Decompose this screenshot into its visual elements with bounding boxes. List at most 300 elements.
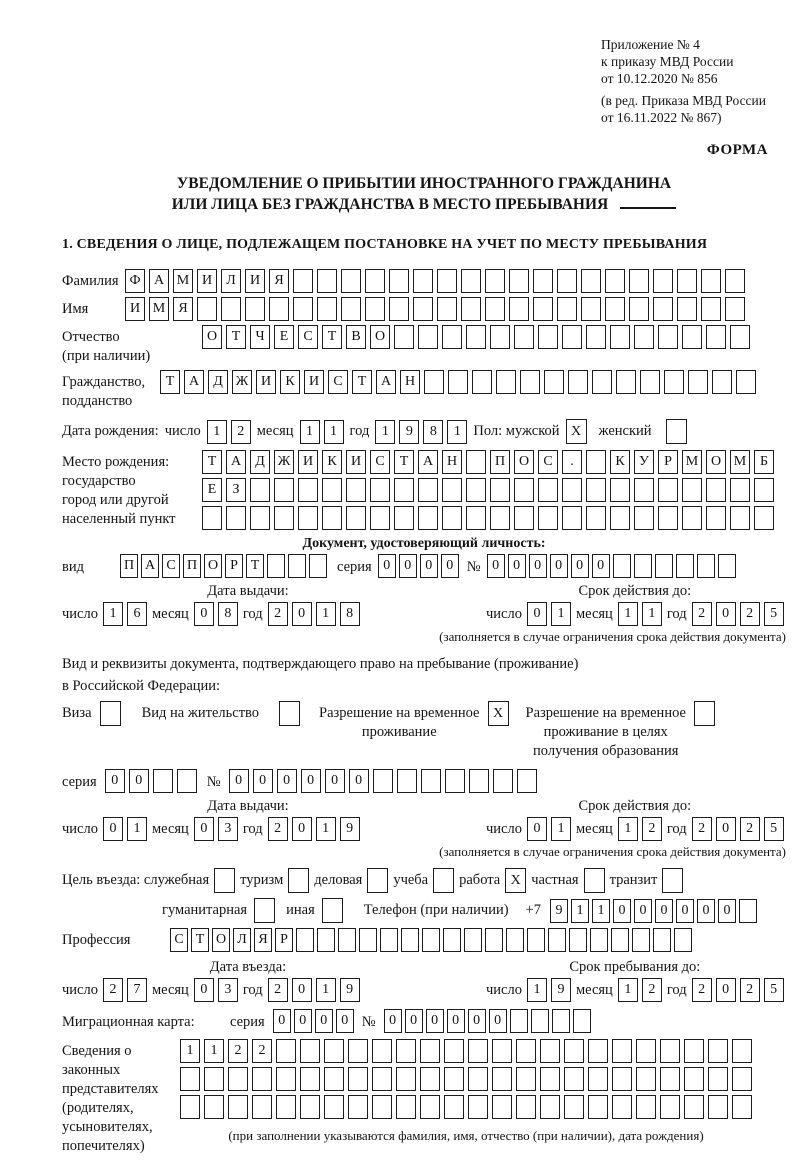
- char-cell[interactable]: Т: [160, 370, 180, 394]
- char-cell[interactable]: [397, 769, 417, 793]
- char-cell[interactable]: 8: [218, 602, 238, 626]
- char-cell[interactable]: 0: [420, 554, 438, 578]
- char-cell[interactable]: Л: [221, 269, 241, 293]
- char-cell[interactable]: А: [418, 450, 438, 474]
- char-cell[interactable]: [276, 1067, 296, 1091]
- char-cell[interactable]: 2: [268, 602, 288, 626]
- char-cell[interactable]: О: [204, 554, 222, 578]
- char-cell[interactable]: 0: [378, 554, 396, 578]
- char-cell[interactable]: [348, 1039, 368, 1063]
- char-cell[interactable]: Т: [394, 450, 414, 474]
- char-cell[interactable]: [629, 297, 649, 321]
- char-cell[interactable]: [346, 478, 366, 502]
- char-cell[interactable]: [442, 478, 462, 502]
- char-cell[interactable]: 1: [618, 817, 638, 841]
- purpose-study-checkbox[interactable]: [433, 868, 454, 893]
- char-cell[interactable]: [509, 297, 529, 321]
- char-cell[interactable]: [516, 1039, 536, 1063]
- char-cell[interactable]: [492, 1039, 512, 1063]
- char-cell[interactable]: [557, 269, 577, 293]
- char-cell[interactable]: 0: [194, 978, 214, 1002]
- char-cell[interactable]: [490, 478, 510, 502]
- char-cell[interactable]: 0: [592, 554, 610, 578]
- char-cell[interactable]: Ж: [274, 450, 294, 474]
- char-cell[interactable]: 0: [384, 1009, 402, 1033]
- char-cell[interactable]: [533, 297, 553, 321]
- char-cell[interactable]: [564, 1095, 584, 1119]
- char-cell[interactable]: [493, 769, 513, 793]
- char-cell[interactable]: [298, 506, 318, 530]
- char-cell[interactable]: 1: [324, 420, 344, 444]
- char-cell[interactable]: [418, 506, 438, 530]
- char-cell[interactable]: 0: [655, 899, 673, 923]
- char-cell[interactable]: [527, 928, 545, 952]
- char-cell[interactable]: 0: [336, 1009, 354, 1033]
- char-cell[interactable]: [612, 1039, 632, 1063]
- char-cell[interactable]: [420, 1039, 440, 1063]
- char-cell[interactable]: [370, 478, 390, 502]
- char-cell[interactable]: [250, 478, 270, 502]
- char-cell[interactable]: 2: [740, 978, 760, 1002]
- char-cell[interactable]: [346, 506, 366, 530]
- char-cell[interactable]: [394, 506, 414, 530]
- char-cell[interactable]: [636, 1039, 656, 1063]
- char-cell[interactable]: [684, 1067, 704, 1091]
- char-cell[interactable]: 0: [529, 554, 547, 578]
- char-cell[interactable]: [274, 478, 294, 502]
- char-cell[interactable]: [636, 1095, 656, 1119]
- char-cell[interactable]: 2: [103, 978, 123, 1002]
- char-cell[interactable]: Е: [274, 325, 294, 349]
- char-cell[interactable]: [569, 928, 587, 952]
- char-cell[interactable]: 0: [294, 1009, 312, 1033]
- purpose-official-checkbox[interactable]: [214, 868, 235, 893]
- char-cell[interactable]: [509, 269, 529, 293]
- char-cell[interactable]: [588, 1039, 608, 1063]
- purpose-other-checkbox[interactable]: [322, 898, 343, 923]
- char-cell[interactable]: [197, 297, 217, 321]
- char-cell[interactable]: [544, 370, 564, 394]
- char-cell[interactable]: [153, 769, 173, 793]
- char-cell[interactable]: 0: [105, 769, 125, 793]
- char-cell[interactable]: 2: [252, 1039, 272, 1063]
- char-cell[interactable]: [684, 1095, 704, 1119]
- char-cell[interactable]: [564, 1039, 584, 1063]
- char-cell[interactable]: 0: [447, 1009, 465, 1033]
- char-cell[interactable]: 0: [718, 899, 736, 923]
- char-cell[interactable]: 1: [103, 602, 123, 626]
- char-cell[interactable]: К: [280, 370, 300, 394]
- char-cell[interactable]: [610, 478, 630, 502]
- char-cell[interactable]: [653, 269, 673, 293]
- char-cell[interactable]: [658, 478, 678, 502]
- char-cell[interactable]: [348, 1067, 368, 1091]
- char-cell[interactable]: [420, 1067, 440, 1091]
- char-cell[interactable]: Д: [250, 450, 270, 474]
- char-cell[interactable]: 9: [550, 899, 568, 923]
- char-cell[interactable]: [708, 1039, 728, 1063]
- char-cell[interactable]: [634, 478, 654, 502]
- char-cell[interactable]: [581, 297, 601, 321]
- char-cell[interactable]: [322, 506, 342, 530]
- char-cell[interactable]: [461, 297, 481, 321]
- char-cell[interactable]: [676, 554, 694, 578]
- char-cell[interactable]: П: [183, 554, 201, 578]
- char-cell[interactable]: [300, 1067, 320, 1091]
- char-cell[interactable]: [658, 325, 678, 349]
- char-cell[interactable]: Т: [191, 928, 209, 952]
- char-cell[interactable]: [653, 297, 673, 321]
- char-cell[interactable]: [732, 1067, 752, 1091]
- char-cell[interactable]: [612, 1067, 632, 1091]
- char-cell[interactable]: [324, 1039, 344, 1063]
- char-cell[interactable]: [533, 269, 553, 293]
- char-cell[interactable]: 2: [231, 420, 251, 444]
- char-cell[interactable]: [552, 1009, 570, 1033]
- char-cell[interactable]: [636, 1067, 656, 1091]
- char-cell[interactable]: 0: [527, 817, 547, 841]
- purpose-transit-checkbox[interactable]: [662, 868, 683, 893]
- char-cell[interactable]: И: [256, 370, 276, 394]
- char-cell[interactable]: И: [245, 269, 265, 293]
- char-cell[interactable]: [437, 269, 457, 293]
- char-cell[interactable]: [252, 1067, 272, 1091]
- char-cell[interactable]: 2: [692, 978, 712, 1002]
- char-cell[interactable]: 1: [527, 978, 547, 1002]
- char-cell[interactable]: [708, 1095, 728, 1119]
- char-cell[interactable]: 1: [300, 420, 320, 444]
- char-cell[interactable]: Я: [269, 269, 289, 293]
- char-cell[interactable]: [468, 1067, 488, 1091]
- char-cell[interactable]: С: [170, 928, 188, 952]
- visa-checkbox[interactable]: [100, 701, 121, 726]
- char-cell[interactable]: [469, 769, 489, 793]
- char-cell[interactable]: [464, 928, 482, 952]
- char-cell[interactable]: 0: [676, 899, 694, 923]
- char-cell[interactable]: [274, 506, 294, 530]
- char-cell[interactable]: [250, 506, 270, 530]
- char-cell[interactable]: [267, 554, 285, 578]
- char-cell[interactable]: [586, 478, 606, 502]
- char-cell[interactable]: [718, 554, 736, 578]
- char-cell[interactable]: Б: [754, 450, 774, 474]
- char-cell[interactable]: 1: [551, 602, 571, 626]
- char-cell[interactable]: [309, 554, 327, 578]
- char-cell[interactable]: [708, 1067, 728, 1091]
- char-cell[interactable]: [674, 928, 692, 952]
- char-cell[interactable]: Д: [208, 370, 228, 394]
- char-cell[interactable]: 1: [316, 817, 336, 841]
- char-cell[interactable]: [538, 325, 558, 349]
- char-cell[interactable]: 2: [268, 978, 288, 1002]
- temp-permit-checkbox[interactable]: X: [488, 701, 509, 726]
- char-cell[interactable]: А: [184, 370, 204, 394]
- char-cell[interactable]: 2: [692, 817, 712, 841]
- char-cell[interactable]: 0: [716, 817, 736, 841]
- char-cell[interactable]: 0: [292, 602, 312, 626]
- char-cell[interactable]: [418, 325, 438, 349]
- char-cell[interactable]: С: [298, 325, 318, 349]
- char-cell[interactable]: [588, 1067, 608, 1091]
- char-cell[interactable]: [276, 1039, 296, 1063]
- char-cell[interactable]: [492, 1095, 512, 1119]
- char-cell[interactable]: О: [370, 325, 390, 349]
- char-cell[interactable]: [444, 1067, 464, 1091]
- char-cell[interactable]: [653, 928, 671, 952]
- char-cell[interactable]: 8: [340, 602, 360, 626]
- char-cell[interactable]: [730, 506, 750, 530]
- char-cell[interactable]: [531, 1009, 549, 1033]
- char-cell[interactable]: Т: [246, 554, 264, 578]
- char-cell[interactable]: 2: [642, 817, 662, 841]
- char-cell[interactable]: 0: [229, 769, 249, 793]
- char-cell[interactable]: 1: [127, 817, 147, 841]
- char-cell[interactable]: [725, 269, 745, 293]
- char-cell[interactable]: [540, 1095, 560, 1119]
- char-cell[interactable]: 1: [618, 978, 638, 1002]
- char-cell[interactable]: [485, 297, 505, 321]
- char-cell[interactable]: И: [346, 450, 366, 474]
- char-cell[interactable]: 1: [207, 420, 227, 444]
- char-cell[interactable]: [448, 370, 468, 394]
- char-cell[interactable]: О: [706, 450, 726, 474]
- purpose-work-checkbox[interactable]: X: [505, 868, 526, 893]
- char-cell[interactable]: [442, 506, 462, 530]
- char-cell[interactable]: 0: [405, 1009, 423, 1033]
- purpose-private-checkbox[interactable]: [584, 868, 605, 893]
- char-cell[interactable]: А: [141, 554, 159, 578]
- char-cell[interactable]: [664, 370, 684, 394]
- char-cell[interactable]: [568, 370, 588, 394]
- char-cell[interactable]: [612, 1095, 632, 1119]
- char-cell[interactable]: [514, 478, 534, 502]
- char-cell[interactable]: У: [634, 450, 654, 474]
- char-cell[interactable]: [394, 478, 414, 502]
- char-cell[interactable]: 0: [634, 899, 652, 923]
- char-cell[interactable]: [701, 269, 721, 293]
- char-cell[interactable]: [252, 1095, 272, 1119]
- char-cell[interactable]: [492, 1067, 512, 1091]
- char-cell[interactable]: Н: [442, 450, 462, 474]
- char-cell[interactable]: [228, 1095, 248, 1119]
- char-cell[interactable]: И: [125, 297, 145, 321]
- char-cell[interactable]: А: [226, 450, 246, 474]
- char-cell[interactable]: [586, 325, 606, 349]
- char-cell[interactable]: [725, 297, 745, 321]
- char-cell[interactable]: [573, 1009, 591, 1033]
- char-cell[interactable]: [634, 506, 654, 530]
- char-cell[interactable]: [324, 1095, 344, 1119]
- char-cell[interactable]: О: [202, 325, 222, 349]
- char-cell[interactable]: [317, 928, 335, 952]
- char-cell[interactable]: В: [346, 325, 366, 349]
- char-cell[interactable]: 1: [642, 602, 662, 626]
- char-cell[interactable]: [610, 325, 630, 349]
- char-cell[interactable]: [228, 1067, 248, 1091]
- char-cell[interactable]: [632, 928, 650, 952]
- char-cell[interactable]: [394, 325, 414, 349]
- char-cell[interactable]: 0: [550, 554, 568, 578]
- char-cell[interactable]: 7: [127, 978, 147, 1002]
- char-cell[interactable]: [226, 506, 246, 530]
- char-cell[interactable]: [466, 506, 486, 530]
- char-cell[interactable]: [754, 506, 774, 530]
- char-cell[interactable]: [380, 928, 398, 952]
- char-cell[interactable]: [338, 928, 356, 952]
- char-cell[interactable]: 0: [129, 769, 149, 793]
- char-cell[interactable]: [514, 506, 534, 530]
- char-cell[interactable]: [359, 928, 377, 952]
- char-cell[interactable]: [677, 297, 697, 321]
- char-cell[interactable]: [514, 325, 534, 349]
- char-cell[interactable]: [298, 478, 318, 502]
- char-cell[interactable]: [180, 1067, 200, 1091]
- char-cell[interactable]: [444, 1039, 464, 1063]
- char-cell[interactable]: [634, 325, 654, 349]
- char-cell[interactable]: [548, 928, 566, 952]
- char-cell[interactable]: [472, 370, 492, 394]
- char-cell[interactable]: [461, 269, 481, 293]
- char-cell[interactable]: [660, 1039, 680, 1063]
- char-cell[interactable]: 2: [642, 978, 662, 1002]
- char-cell[interactable]: .: [562, 450, 582, 474]
- char-cell[interactable]: [424, 370, 444, 394]
- char-cell[interactable]: [202, 506, 222, 530]
- char-cell[interactable]: [588, 1095, 608, 1119]
- char-cell[interactable]: [658, 506, 678, 530]
- char-cell[interactable]: 1: [375, 420, 395, 444]
- char-cell[interactable]: [485, 928, 503, 952]
- char-cell[interactable]: [562, 506, 582, 530]
- char-cell[interactable]: [586, 506, 606, 530]
- char-cell[interactable]: 8: [423, 420, 443, 444]
- char-cell[interactable]: 2: [268, 817, 288, 841]
- char-cell[interactable]: [468, 1039, 488, 1063]
- char-cell[interactable]: [437, 297, 457, 321]
- char-cell[interactable]: [605, 269, 625, 293]
- char-cell[interactable]: М: [682, 450, 702, 474]
- edu-permit-checkbox[interactable]: [694, 701, 715, 726]
- char-cell[interactable]: [557, 297, 577, 321]
- char-cell[interactable]: [538, 478, 558, 502]
- char-cell[interactable]: [516, 1095, 536, 1119]
- char-cell[interactable]: [445, 769, 465, 793]
- char-cell[interactable]: И: [197, 269, 217, 293]
- char-cell[interactable]: [300, 1039, 320, 1063]
- char-cell[interactable]: [372, 1039, 392, 1063]
- char-cell[interactable]: [706, 478, 726, 502]
- char-cell[interactable]: 0: [315, 1009, 333, 1033]
- char-cell[interactable]: Я: [254, 928, 272, 952]
- char-cell[interactable]: [396, 1039, 416, 1063]
- char-cell[interactable]: Н: [400, 370, 420, 394]
- char-cell[interactable]: 0: [273, 1009, 291, 1033]
- char-cell[interactable]: [677, 269, 697, 293]
- char-cell[interactable]: 0: [277, 769, 297, 793]
- char-cell[interactable]: И: [298, 450, 318, 474]
- char-cell[interactable]: [490, 325, 510, 349]
- char-cell[interactable]: [401, 928, 419, 952]
- char-cell[interactable]: [365, 297, 385, 321]
- char-cell[interactable]: [396, 1095, 416, 1119]
- char-cell[interactable]: И: [304, 370, 324, 394]
- char-cell[interactable]: [634, 554, 652, 578]
- char-cell[interactable]: Ф: [125, 269, 145, 293]
- char-cell[interactable]: 0: [613, 899, 631, 923]
- char-cell[interactable]: 0: [487, 554, 505, 578]
- char-cell[interactable]: [682, 478, 702, 502]
- char-cell[interactable]: [629, 269, 649, 293]
- char-cell[interactable]: Ч: [250, 325, 270, 349]
- char-cell[interactable]: 1: [204, 1039, 224, 1063]
- char-cell[interactable]: 0: [716, 602, 736, 626]
- char-cell[interactable]: К: [322, 450, 342, 474]
- char-cell[interactable]: [466, 325, 486, 349]
- char-cell[interactable]: Е: [202, 478, 222, 502]
- char-cell[interactable]: [444, 1095, 464, 1119]
- char-cell[interactable]: [245, 297, 265, 321]
- char-cell[interactable]: [221, 297, 241, 321]
- char-cell[interactable]: [269, 297, 289, 321]
- char-cell[interactable]: [590, 928, 608, 952]
- char-cell[interactable]: 5: [764, 602, 784, 626]
- char-cell[interactable]: 0: [716, 978, 736, 1002]
- char-cell[interactable]: 2: [228, 1039, 248, 1063]
- char-cell[interactable]: [300, 1095, 320, 1119]
- char-cell[interactable]: Т: [202, 450, 222, 474]
- char-cell[interactable]: [370, 506, 390, 530]
- char-cell[interactable]: 1: [316, 602, 336, 626]
- char-cell[interactable]: 0: [527, 602, 547, 626]
- char-cell[interactable]: 1: [180, 1039, 200, 1063]
- char-cell[interactable]: 0: [325, 769, 345, 793]
- char-cell[interactable]: [389, 297, 409, 321]
- char-cell[interactable]: [538, 506, 558, 530]
- char-cell[interactable]: [496, 370, 516, 394]
- char-cell[interactable]: [697, 554, 715, 578]
- char-cell[interactable]: [682, 506, 702, 530]
- char-cell[interactable]: 0: [508, 554, 526, 578]
- char-cell[interactable]: [605, 297, 625, 321]
- char-cell[interactable]: Я: [173, 297, 193, 321]
- char-cell[interactable]: К: [610, 450, 630, 474]
- purpose-tourism-checkbox[interactable]: [288, 868, 309, 893]
- char-cell[interactable]: [324, 1067, 344, 1091]
- char-cell[interactable]: 0: [468, 1009, 486, 1033]
- char-cell[interactable]: 0: [103, 817, 123, 841]
- char-cell[interactable]: Ж: [232, 370, 252, 394]
- char-cell[interactable]: [442, 325, 462, 349]
- char-cell[interactable]: [730, 478, 750, 502]
- char-cell[interactable]: [413, 297, 433, 321]
- char-cell[interactable]: [317, 297, 337, 321]
- char-cell[interactable]: [420, 1095, 440, 1119]
- char-cell[interactable]: 2: [740, 602, 760, 626]
- char-cell[interactable]: [730, 325, 750, 349]
- char-cell[interactable]: 0: [426, 1009, 444, 1033]
- char-cell[interactable]: [562, 478, 582, 502]
- char-cell[interactable]: Т: [352, 370, 372, 394]
- char-cell[interactable]: [581, 269, 601, 293]
- char-cell[interactable]: [732, 1039, 752, 1063]
- char-cell[interactable]: [592, 370, 612, 394]
- char-cell[interactable]: Т: [226, 325, 246, 349]
- char-cell[interactable]: [586, 450, 606, 474]
- char-cell[interactable]: [701, 297, 721, 321]
- char-cell[interactable]: 0: [194, 817, 214, 841]
- char-cell[interactable]: [706, 506, 726, 530]
- char-cell[interactable]: [516, 1067, 536, 1091]
